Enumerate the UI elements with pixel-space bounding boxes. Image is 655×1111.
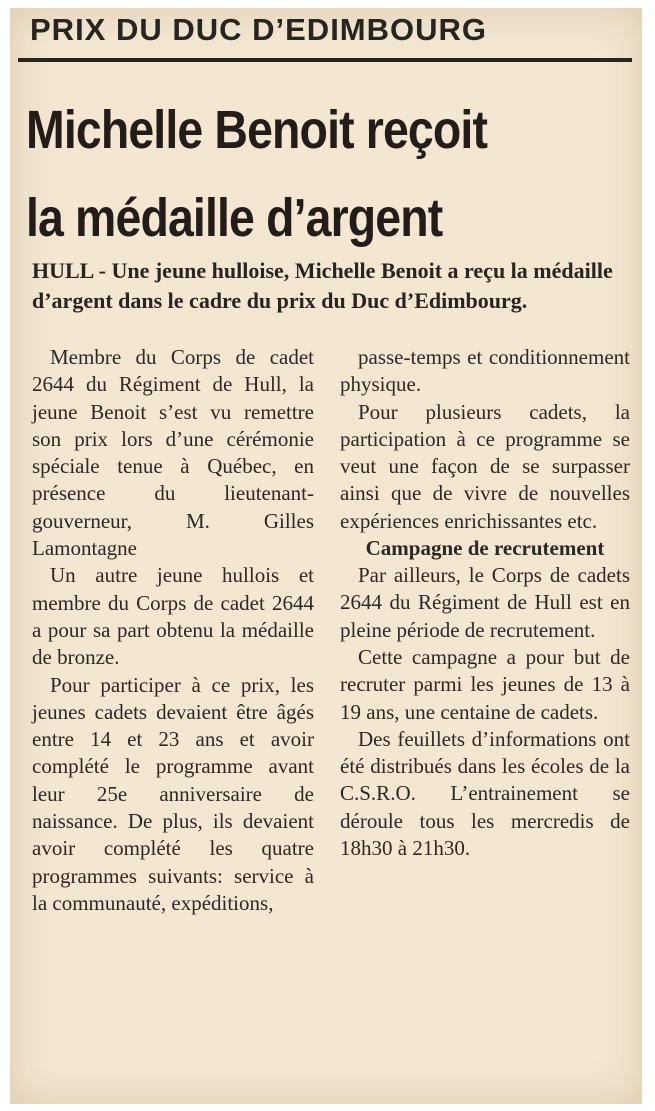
paragraph: Pour plusieurs cadets, la participation à ce programme se veut une façon de se surpasser ainsi que de vivre de nouvelles expériences enrichissantes etc.: [340, 399, 630, 533]
newspaper-clipping: [10, 8, 642, 1104]
paragraph: Pour participer à ce prix, les jeunes cadets devaient être âgés entre 14 et 23 ans et avoir complété le programme avant leur 25e anniversaire de naissance. De plus, ils devaient avoir complété les quatre programmes suivants: service à la communauté, expéditions,: [32, 672, 314, 915]
paragraph: Des feuillets d’informations ont été distribués dans les écoles de la C.S.R.O. L’entrainement se déroule tous les mercredis de 18h30 à 21h30.: [340, 726, 630, 861]
paragraph: Cette campagne a pour but de recruter parmi les jeunes de 13 à 19 ans, une centaine de cadets.: [340, 644, 630, 724]
column-right: [340, 344, 630, 862]
subheading: Campagne de recrutement: [365, 536, 605, 561]
headline-line-2: la médaille d’argent: [26, 188, 443, 248]
kicker-title: PRIX DU DUC D’EDIMBOURG: [30, 12, 488, 47]
paragraph: Membre du Corps de cadet 2644 du Régiment de Hull, la jeune Benoit s’est vu remettre son prix lors d’une cérémonie spéciale tenue à Québec, en présence du lieutenant-gouverneur, M. Gilles Lamontagne: [32, 345, 314, 561]
lead-paragraph: HULL - Une jeune hulloise, Michelle Benoit a reçu la médaille d’argent dans le cadre du prix du Duc d’Edimbourg.: [32, 258, 613, 313]
headline-line-1: Michelle Benoit reçoit: [26, 100, 488, 160]
column-left: [32, 344, 314, 917]
paragraph: Un autre jeune hullois et membre du Corps de cadet 2644 a pour sa part obtenu la médaille de bronze.: [32, 563, 314, 670]
headline: [26, 86, 487, 262]
paragraph: Par ailleurs, le Corps de cadets 2644 du Régiment de Hull est en pleine période de recrutement.: [340, 563, 630, 642]
kicker-rule: [18, 58, 632, 62]
paragraph: passe-temps et conditionnement physique.: [340, 345, 630, 397]
